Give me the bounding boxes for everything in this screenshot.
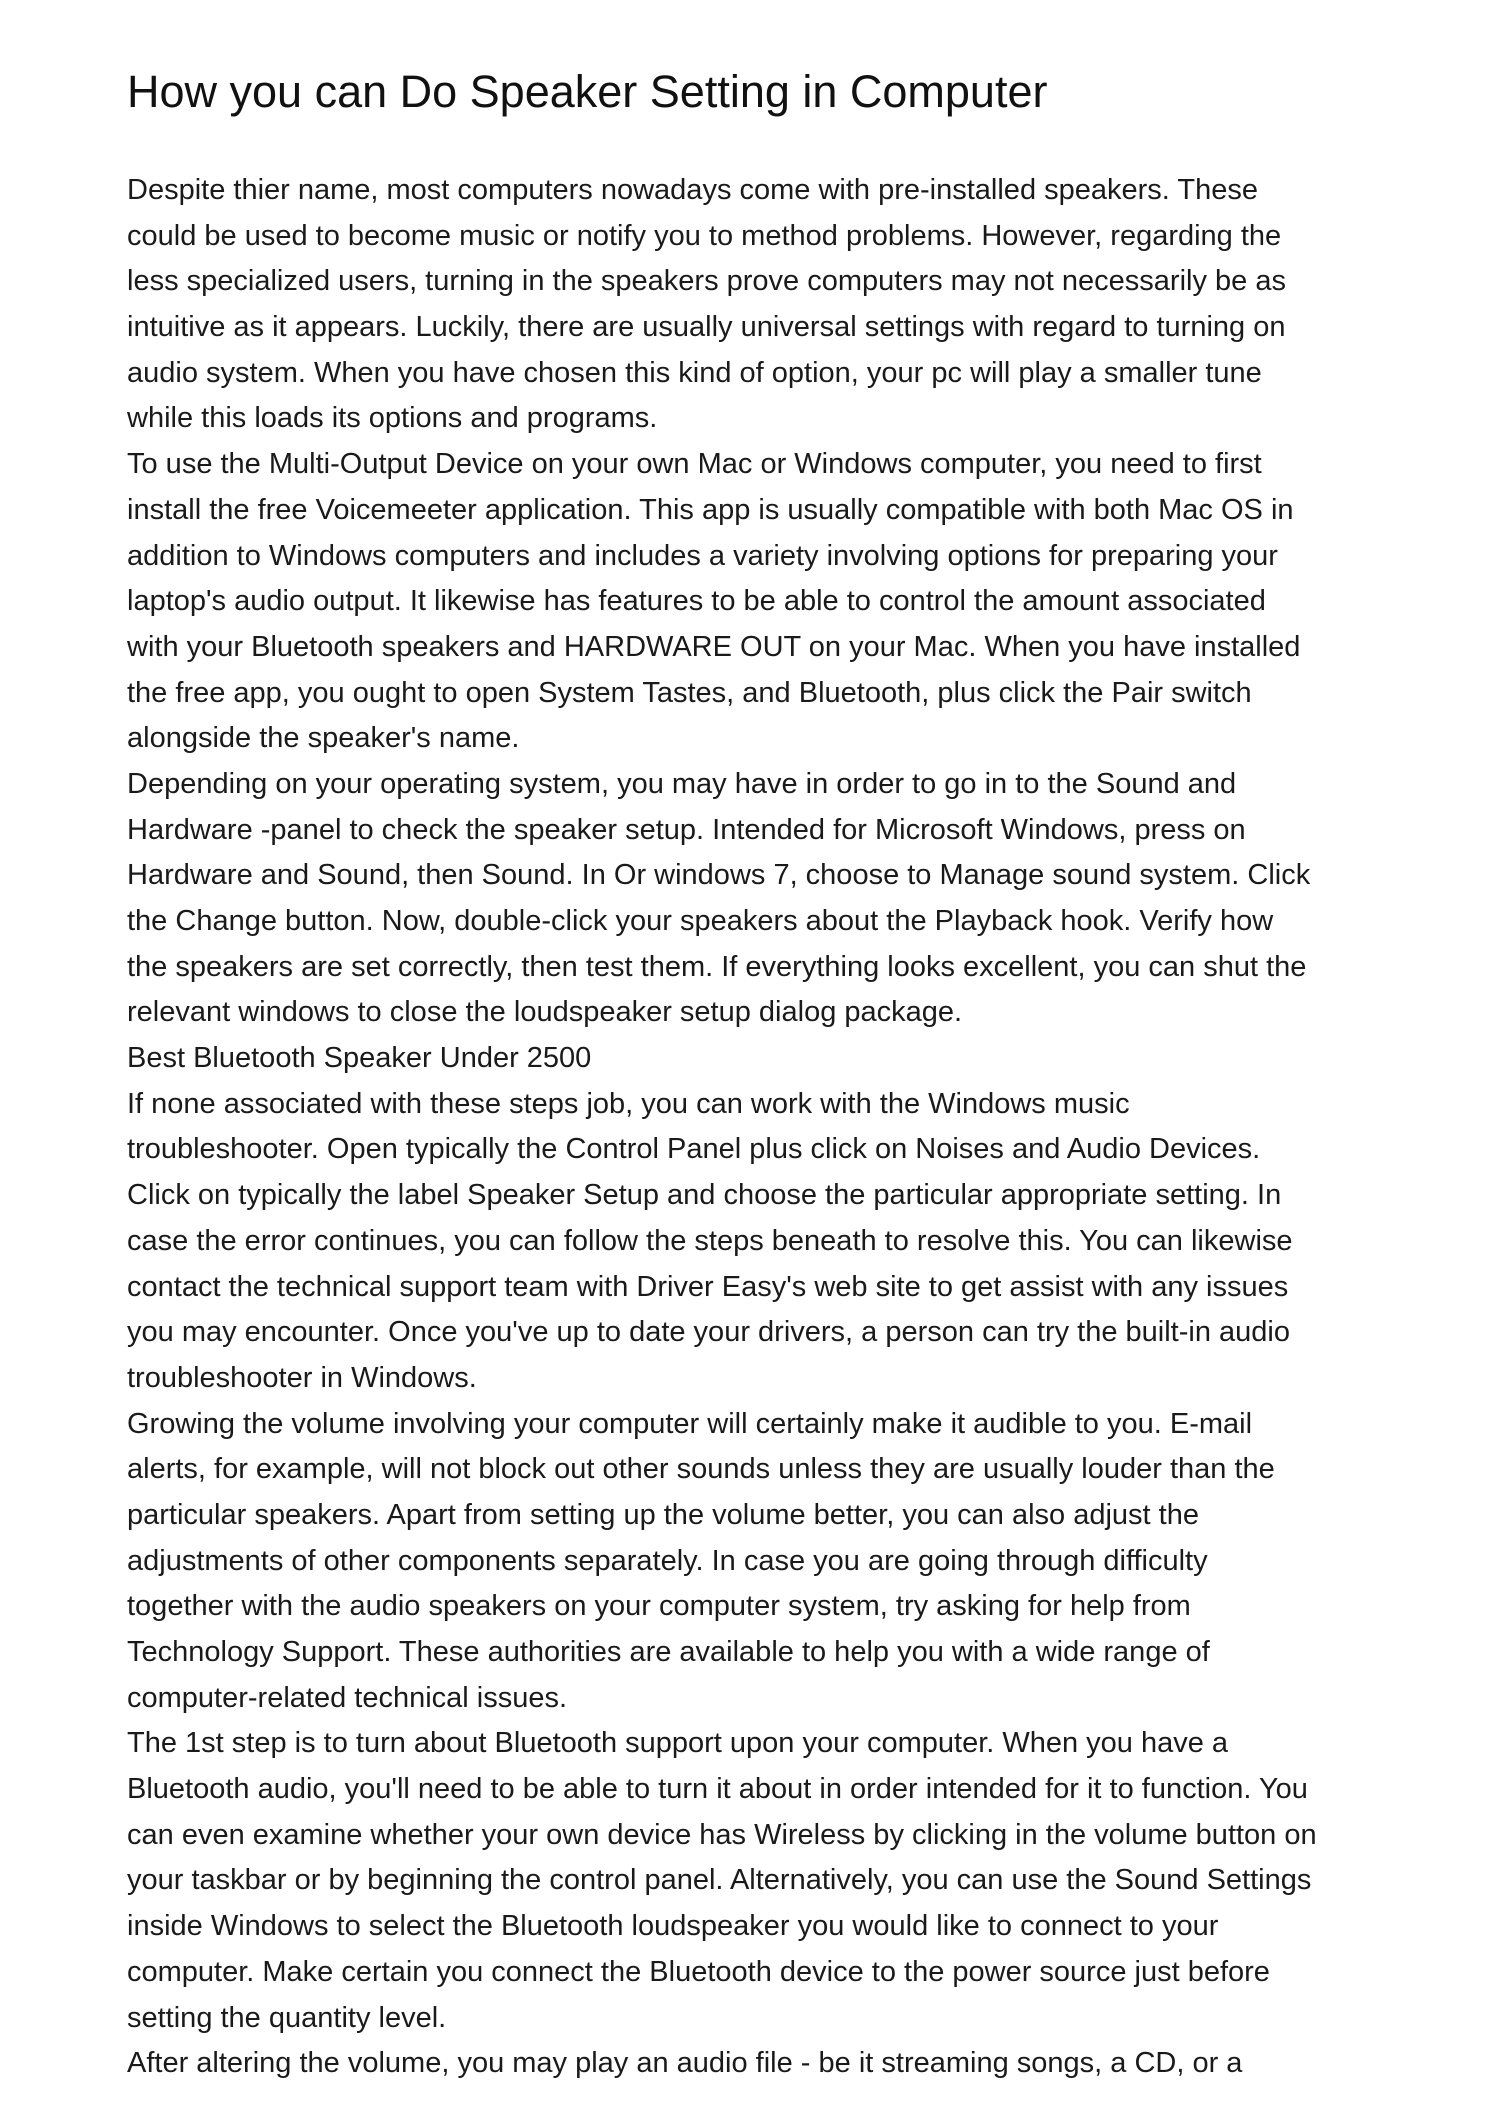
text-line: particular speakers. Apart from setting up the volume better, you can also adjust the <box>127 1498 1199 1531</box>
text-line: Best Bluetooth Speaker Under 2500 <box>127 1042 592 1075</box>
text-line: the speakers are set correctly, then test them. If everything looks excellent, you can shut the <box>127 950 1307 983</box>
text-line: To use the Multi-Output Device on your own Mac or Windows computer, you need to first <box>127 448 1262 481</box>
text-line: the free app, you ought to open System Tastes, and Bluetooth, plus click the Pair switch <box>127 676 1252 709</box>
text-line: could be used to become music or notify you to method problems. However, regarding the <box>127 219 1282 252</box>
text-line: inside Windows to select the Bluetooth loudspeaker you would like to connect to your <box>127 1910 1219 1943</box>
text-line: intuitive as it appears. Luckily, there are usually universal settings with regard to turning on <box>127 311 1286 344</box>
text-line: laptop's audio output. It likewise has features to be able to control the amount associated <box>127 585 1266 618</box>
text-line: your taskbar or by beginning the control panel. Alternatively, you can use the Sound Settings <box>127 1864 1312 1897</box>
text-line: computer-related technical issues. <box>127 1681 568 1714</box>
text-line: Click on typically the label Speaker Setup and choose the particular appropriate setting. In <box>127 1179 1282 1212</box>
text-line: the Change button. Now, double-click your speakers about the Playback hook. Verify how <box>127 905 1274 937</box>
text-line: while this loads its options and programs. <box>127 402 658 435</box>
text-line: The 1st step is to turn about Bluetooth support upon your computer. When you have a <box>127 1727 1229 1760</box>
text-line: less specialized users, turning in the speakers prove computers may not necessarily be as <box>127 265 1286 298</box>
text-line: relevant windows to close the loudspeaker setup dialog package. <box>127 996 963 1029</box>
article-body <box>127 168 1387 2087</box>
text-line: audio system. When you have chosen this kind of option, your pc will play a smaller tune <box>127 356 1262 389</box>
text-line: Bluetooth audio, you'll need to be able to turn it about in order intended for it to function. You <box>127 1773 1308 1806</box>
text-line: can even examine whether your own device has Wireless by clicking in the volume button on <box>127 1818 1317 1851</box>
text-line: addition to Windows computers and includes a variety involving options for preparing your <box>127 539 1278 572</box>
text-line: Technology Support. These authorities are available to help you with a wide range of <box>127 1636 1210 1668</box>
text-line: troubleshooter. Open typically the Control Panel plus click on Noises and Audio Devices. <box>127 1133 1261 1166</box>
text-line: After altering the volume, you may play an audio file - be it streaming songs, a CD, or a <box>127 2047 1243 2080</box>
text-line: Growing the volume involving your computer will certainly make it audible to you. E-mail <box>127 1407 1253 1440</box>
text-line: alerts, for example, will not block out other sounds unless they are usually louder than the <box>127 1453 1275 1486</box>
text-line: troubleshooter in Windows. <box>127 1361 477 1394</box>
text-line: install the free Voicemeeter application. This app is usually compatible with both Mac OS in <box>127 493 1294 526</box>
text-line: adjustments of other components separately. In case you are going through difficulty <box>127 1544 1208 1577</box>
text-line: case the error continues, you can follow the steps beneath to resolve this. You can likewise <box>127 1224 1293 1257</box>
text-line: computer. Make certain you connect the Bluetooth device to the power source just before <box>127 1955 1270 1988</box>
text-line: setting the quantity level. <box>127 2001 447 2034</box>
text-line: contact the technical support team with Driver Easy's web site to get assist with any issues <box>127 1270 1289 1303</box>
text-line: Hardware -panel to check the speaker setup. Intended for Microsoft Windows, press on <box>127 813 1246 846</box>
text-line: If none associated with these steps job, you can work with the Windows music <box>127 1087 1130 1120</box>
text-line: you may encounter. Once you've up to date your drivers, a person can try the built-in audio <box>127 1316 1290 1349</box>
text-line: with your Bluetooth speakers and HARDWARE OUT on your Mac. When you have installed <box>127 630 1301 663</box>
text-line: Hardware and Sound, then Sound. In Or windows 7, choose to Manage sound system. Click <box>127 859 1311 892</box>
text-line: alongside the speaker's name. <box>127 722 520 755</box>
text-line: Depending on your operating system, you may have in order to go in to the Sound and <box>127 767 1237 800</box>
text-line: together with the audio speakers on your computer system, try asking for help from <box>127 1590 1191 1623</box>
page-title: How you can Do Speaker Setting in Computer <box>127 66 1048 117</box>
text-line: Despite thier name, most computers nowadays come with pre-installed speakers. These <box>127 174 1258 206</box>
